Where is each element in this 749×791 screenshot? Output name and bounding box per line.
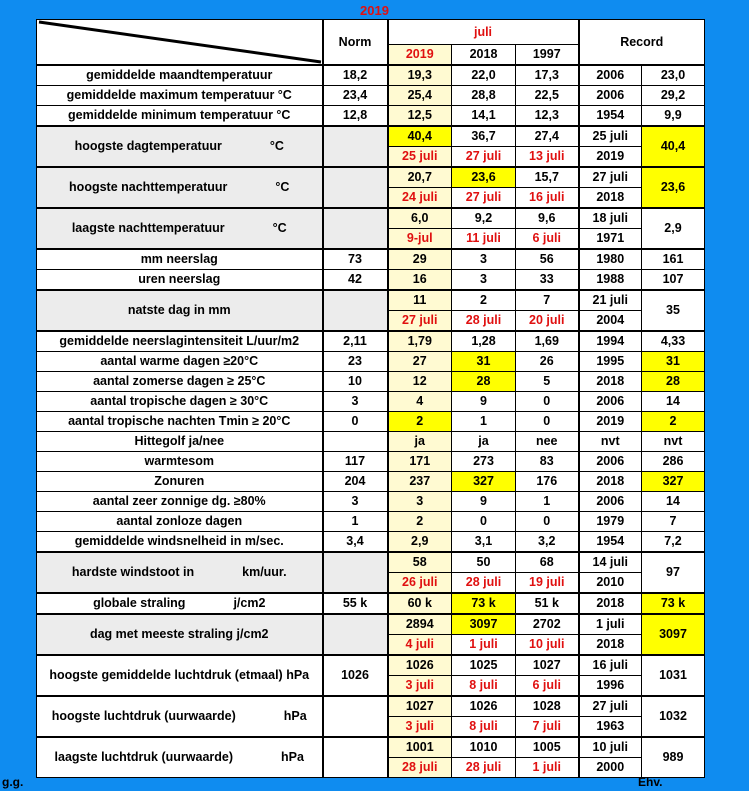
cell-record-year: 1 juli [579, 614, 642, 635]
cell-2019-value: 60 k [388, 593, 452, 614]
row-label [37, 412, 323, 432]
table-row [37, 86, 705, 106]
cell-2019-date: 27 juli [388, 311, 452, 332]
cell-norm [323, 208, 388, 249]
cell-record-year: nvt [579, 432, 642, 452]
cell-1997-date: 6 juli [516, 229, 579, 250]
cell-record-value: 989 [642, 737, 705, 778]
cell-2018-value: 36,7 [452, 126, 516, 147]
cell-record-year: 2006 [579, 392, 642, 412]
cell-record-year: 2006 [579, 452, 642, 472]
cell-record-value: 28 [642, 372, 705, 392]
cell-2018-value: 9 [452, 492, 516, 512]
row-label-text: gemiddelde windsnelheid in m/sec. [74, 534, 284, 548]
cell-record-year: 25 juli [579, 126, 642, 147]
cell-2018-date: 27 juli [452, 147, 516, 168]
row-label [37, 452, 323, 472]
cell-2018-value: 31 [452, 352, 516, 372]
cell-2019-value: 12,5 [388, 106, 452, 127]
cell-record-value: 97 [642, 552, 705, 593]
table-row [37, 614, 705, 635]
cell-norm: 23,4 [323, 86, 388, 106]
table-row [37, 167, 705, 188]
cell-2018-value: 1 [452, 412, 516, 432]
row-label-text: hoogste nachttemperatuur [69, 180, 228, 194]
cell-2019-value: 29 [388, 249, 452, 270]
cell-1997-date: 16 juli [516, 188, 579, 209]
cell-norm: 2,11 [323, 331, 388, 352]
cell-2019-value: 58 [388, 552, 452, 573]
cell-2019-value: 20,7 [388, 167, 452, 188]
cell-norm: 18,2 [323, 65, 388, 86]
cell-2019-value: 3 [388, 492, 452, 512]
cell-record-year: 2018 [579, 593, 642, 614]
cell-record-value: 23,0 [642, 65, 705, 86]
cell-2018-value: 3 [452, 270, 516, 291]
cell-record-value: 29,2 [642, 86, 705, 106]
cell-2018-date: 28 juli [452, 573, 516, 594]
cell-record-year: 2018 [579, 188, 642, 209]
row-label [37, 270, 323, 291]
row-label-text: Hittegolf ja/nee [134, 434, 225, 448]
cell-norm [323, 290, 388, 331]
cell-1997-value: 0 [516, 512, 579, 532]
cell-2018-value: 23,6 [452, 167, 516, 188]
cell-norm: 42 [323, 270, 388, 291]
cell-record-year: 1980 [579, 249, 642, 270]
cell-record-year: 1954 [579, 106, 642, 127]
cell-record-year: 1979 [579, 512, 642, 532]
cell-2019-value: 2,9 [388, 532, 452, 553]
row-label-text: aantal tropische dagen ≥ 30°C [90, 394, 269, 408]
cell-record-value: 4,33 [642, 331, 705, 352]
row-label [37, 655, 323, 696]
table-row [37, 331, 705, 352]
cell-norm [323, 696, 388, 737]
cell-2019-value: 6,0 [388, 208, 452, 229]
cell-1997-value: 1005 [516, 737, 579, 758]
cell-2018-value: 1026 [452, 696, 516, 717]
footer-right: Ehv. [638, 775, 663, 789]
cell-norm: 117 [323, 452, 388, 472]
row-label-text: gemiddelde neerslagintensiteit L/uur/m2 [59, 334, 300, 348]
cell-2019-value: 25,4 [388, 86, 452, 106]
cell-norm: 204 [323, 472, 388, 492]
cell-1997-date: 20 juli [516, 311, 579, 332]
cell-1997-value: 1,69 [516, 331, 579, 352]
row-label-text: aantal zonloze dagen [116, 514, 243, 528]
table-row [37, 472, 705, 492]
cell-2018-date: 8 juli [452, 676, 516, 697]
cell-2018-value: 28 [452, 372, 516, 392]
cell-record-year: 2019 [579, 147, 642, 168]
cell-1997-value: 1027 [516, 655, 579, 676]
cell-record-year: 2006 [579, 65, 642, 86]
row-label-text: gemiddelde minimum temperatuur °C [68, 108, 291, 122]
cell-1997-date: 1 juli [516, 758, 579, 778]
row-label-text: dag met meeste straling j/cm2 [89, 627, 269, 641]
cell-2018-value: 273 [452, 452, 516, 472]
cell-2019-value: 40,4 [388, 126, 452, 147]
cell-record-value: 286 [642, 452, 705, 472]
cell-record-year: 1994 [579, 331, 642, 352]
table-row [37, 532, 705, 553]
cell-2019-value: 1,79 [388, 331, 452, 352]
row-label-text: hoogste dagtemperatuur [74, 139, 222, 153]
cell-norm: 1 [323, 512, 388, 532]
cell-2018-date: 28 juli [452, 311, 516, 332]
cell-2018-value: 73 k [452, 593, 516, 614]
cell-1997-value: 0 [516, 392, 579, 412]
cell-record-value: 14 [642, 492, 705, 512]
row-label [37, 614, 323, 655]
row-label [37, 472, 323, 492]
row-unit: °C [269, 139, 284, 153]
cell-2019-value: ja [388, 432, 452, 452]
row-label-text: aantal tropische nachten Tmin ≥ 20°C [68, 414, 291, 428]
row-label-text: laagste luchtdruk (uurwaarde) [54, 750, 234, 764]
cell-record-year: 1995 [579, 352, 642, 372]
table-row [37, 65, 705, 86]
header-year-2019: 2019 [388, 45, 452, 66]
row-unit: °C [272, 221, 287, 235]
cell-record-value: 2,9 [642, 208, 705, 249]
cell-2018-value: 9 [452, 392, 516, 412]
cell-1997-date: 13 juli [516, 147, 579, 168]
table-row [37, 696, 705, 717]
cell-1997-value: 2702 [516, 614, 579, 635]
row-unit: j/cm2 [233, 596, 266, 610]
cell-record-year: 2018 [579, 472, 642, 492]
cell-2019-date: 3 juli [388, 676, 452, 697]
cell-record-year: 1988 [579, 270, 642, 291]
cell-2018-value: 3,1 [452, 532, 516, 553]
table-row [37, 208, 705, 229]
row-label [37, 432, 323, 452]
cell-2018-value: 22,0 [452, 65, 516, 86]
cell-norm [323, 614, 388, 655]
table-row [37, 432, 705, 452]
row-label [37, 208, 323, 249]
table-row [37, 593, 705, 614]
cell-norm [323, 432, 388, 452]
cell-2019-date: 25 juli [388, 147, 452, 168]
cell-2019-value: 2 [388, 412, 452, 432]
cell-1997-value: 9,6 [516, 208, 579, 229]
cell-2018-date: 28 juli [452, 758, 516, 778]
cell-record-value: 35 [642, 290, 705, 331]
cell-1997-value: 12,3 [516, 106, 579, 127]
cell-2019-date: 28 juli [388, 758, 452, 778]
cell-2018-value: 28,8 [452, 86, 516, 106]
row-unit: °C [275, 180, 290, 194]
table-row [37, 352, 705, 372]
row-label-text: globale straling [93, 596, 186, 610]
cell-1997-value: 1 [516, 492, 579, 512]
row-unit: hPa [281, 750, 304, 764]
cell-2019-value: 27 [388, 352, 452, 372]
cell-2019-value: 4 [388, 392, 452, 412]
row-label [37, 492, 323, 512]
cell-1997-value: nee [516, 432, 579, 452]
cell-2019-value: 12 [388, 372, 452, 392]
row-label-text: hardste windstoot in [71, 565, 195, 579]
row-label [37, 249, 323, 270]
table-row [37, 452, 705, 472]
row-label-text: hoogste gemiddelde luchtdruk (etmaal) hPa [49, 668, 310, 682]
cell-1997-value: 51 k [516, 593, 579, 614]
row-label [37, 696, 323, 737]
cell-2019-date: 3 juli [388, 717, 452, 738]
climate-table-wrapper [36, 19, 705, 778]
cell-2019-value: 1027 [388, 696, 452, 717]
cell-norm: 12,8 [323, 106, 388, 127]
table-row [37, 249, 705, 270]
year-title: 2019 [360, 3, 389, 18]
cell-1997-value: 27,4 [516, 126, 579, 147]
table-row [37, 126, 705, 147]
cell-2018-value: 9,2 [452, 208, 516, 229]
table-row [37, 512, 705, 532]
cell-2018-date: 11 juli [452, 229, 516, 250]
row-label-text: Zonuren [154, 474, 205, 488]
cell-norm: 55 k [323, 593, 388, 614]
row-label-text: aantal warme dagen ≥20°C [100, 354, 259, 368]
cell-record-value: 327 [642, 472, 705, 492]
cell-record-year: 1971 [579, 229, 642, 250]
cell-1997-value: 26 [516, 352, 579, 372]
cell-2019-date: 24 juli [388, 188, 452, 209]
table-row [37, 655, 705, 676]
row-label-text: natste dag in mm [127, 303, 231, 317]
row-label [37, 372, 323, 392]
cell-1997-value: 0 [516, 412, 579, 432]
cell-record-year: 2019 [579, 412, 642, 432]
cell-record-year: 14 juli [579, 552, 642, 573]
cell-record-year: 1963 [579, 717, 642, 738]
cell-record-year: 10 juli [579, 737, 642, 758]
cell-2019-value: 19,3 [388, 65, 452, 86]
table-row [37, 412, 705, 432]
table-row [37, 290, 705, 311]
table-row [37, 492, 705, 512]
table-row [37, 372, 705, 392]
table-row [37, 106, 705, 127]
cell-1997-value: 5 [516, 372, 579, 392]
cell-1997-date: 7 juli [516, 717, 579, 738]
cell-1997-value: 33 [516, 270, 579, 291]
cell-record-value: 31 [642, 352, 705, 372]
row-label-text: uren neerslag [138, 272, 221, 286]
cell-record-value: 161 [642, 249, 705, 270]
row-label [37, 552, 323, 593]
cell-norm: 1026 [323, 655, 388, 696]
row-label-text: aantal zeer zonnige dg. ≥80% [92, 494, 266, 508]
cell-2018-value: 14,1 [452, 106, 516, 127]
cell-1997-date: 6 juli [516, 676, 579, 697]
cell-record-value: 3097 [642, 614, 705, 655]
cell-1997-value: 56 [516, 249, 579, 270]
row-label-text: laagste nachttemperatuur [71, 221, 225, 235]
cell-2018-date: 1 juli [452, 635, 516, 656]
cell-record-year: 18 juli [579, 208, 642, 229]
climate-table [36, 19, 705, 778]
row-label [37, 65, 323, 86]
header-norm: Norm [323, 20, 388, 66]
row-label [37, 331, 323, 352]
cell-2019-value: 1026 [388, 655, 452, 676]
cell-norm: 3 [323, 392, 388, 412]
cell-record-value: 1031 [642, 655, 705, 696]
row-label-text: hoogste luchtdruk (uurwaarde) [51, 709, 236, 723]
cell-2019-value: 16 [388, 270, 452, 291]
row-label-text: aantal zomerse dagen ≥ 25°C [93, 374, 266, 388]
cell-norm: 10 [323, 372, 388, 392]
cell-2018-value: 2 [452, 290, 516, 311]
row-label-text: gemiddelde maximum temperatuur °C [66, 88, 292, 102]
row-label-text: warmtesom [144, 454, 214, 468]
cell-record-value: 40,4 [642, 126, 705, 167]
cell-2019-date: 4 juli [388, 635, 452, 656]
cell-2018-date: 27 juli [452, 188, 516, 209]
cell-record-value: 1032 [642, 696, 705, 737]
cell-record-year: 1996 [579, 676, 642, 697]
cell-1997-value: 176 [516, 472, 579, 492]
cell-1997-value: 3,2 [516, 532, 579, 553]
cell-norm [323, 552, 388, 593]
row-label [37, 86, 323, 106]
cell-1997-date: 19 juli [516, 573, 579, 594]
row-label [37, 593, 323, 614]
cell-record-year: 2010 [579, 573, 642, 594]
cell-2018-value: 3 [452, 249, 516, 270]
cell-record-value: nvt [642, 432, 705, 452]
cell-2018-value: 327 [452, 472, 516, 492]
cell-1997-value: 68 [516, 552, 579, 573]
row-label [37, 126, 323, 167]
cell-record-value: 7 [642, 512, 705, 532]
cell-2019-date: 9-jul [388, 229, 452, 250]
cell-2018-value: 0 [452, 512, 516, 532]
cell-record-year: 2004 [579, 311, 642, 332]
cell-record-value: 2 [642, 412, 705, 432]
cell-record-year: 16 juli [579, 655, 642, 676]
cell-norm: 0 [323, 412, 388, 432]
cell-record-value: 7,2 [642, 532, 705, 553]
cell-norm [323, 737, 388, 778]
row-label [37, 737, 323, 778]
cell-2019-value: 2 [388, 512, 452, 532]
cell-2019-value: 11 [388, 290, 452, 311]
row-label [37, 392, 323, 412]
cell-2019-value: 1001 [388, 737, 452, 758]
row-label [37, 106, 323, 127]
header-year-2018: 2018 [452, 45, 516, 66]
cell-2018-value: 1,28 [452, 331, 516, 352]
cell-norm: 3,4 [323, 532, 388, 553]
row-unit: km/uur. [242, 565, 287, 579]
cell-record-year: 27 juli [579, 696, 642, 717]
cell-1997-value: 83 [516, 452, 579, 472]
cell-2019-value: 2894 [388, 614, 452, 635]
corner-diagonal-cell [37, 20, 323, 66]
cell-1997-value: 7 [516, 290, 579, 311]
cell-2018-value: ja [452, 432, 516, 452]
cell-2019-value: 237 [388, 472, 452, 492]
cell-record-year: 2000 [579, 758, 642, 778]
cell-record-year: 2006 [579, 86, 642, 106]
cell-2019-value: 171 [388, 452, 452, 472]
cell-record-value: 9,9 [642, 106, 705, 127]
header-month: juli [388, 20, 579, 45]
cell-record-year: 2018 [579, 372, 642, 392]
cell-record-value: 23,6 [642, 167, 705, 208]
header-record: Record [579, 20, 705, 66]
table-row [37, 392, 705, 412]
cell-record-year: 1954 [579, 532, 642, 553]
footer-left: g.g. [2, 775, 24, 789]
cell-record-year: 2006 [579, 492, 642, 512]
cell-1997-value: 17,3 [516, 65, 579, 86]
row-label [37, 532, 323, 553]
cell-record-year: 2018 [579, 635, 642, 656]
row-label-text: mm neerslag [140, 252, 218, 266]
row-label [37, 167, 323, 208]
cell-record-value: 14 [642, 392, 705, 412]
cell-1997-value: 15,7 [516, 167, 579, 188]
cell-record-value: 73 k [642, 593, 705, 614]
header-year-1997: 1997 [516, 45, 579, 66]
row-label-text: gemiddelde maandtemperatuur [86, 68, 273, 82]
cell-2019-date: 26 juli [388, 573, 452, 594]
cell-norm [323, 126, 388, 167]
cell-2018-date: 8 juli [452, 717, 516, 738]
cell-record-value: 107 [642, 270, 705, 291]
cell-norm: 3 [323, 492, 388, 512]
cell-2018-value: 1010 [452, 737, 516, 758]
cell-2018-value: 1025 [452, 655, 516, 676]
cell-norm: 73 [323, 249, 388, 270]
cell-1997-value: 1028 [516, 696, 579, 717]
cell-1997-value: 22,5 [516, 86, 579, 106]
cell-1997-date: 10 juli [516, 635, 579, 656]
row-label [37, 290, 323, 331]
row-label [37, 352, 323, 372]
cell-norm: 23 [323, 352, 388, 372]
cell-2018-value: 50 [452, 552, 516, 573]
row-label [37, 512, 323, 532]
cell-record-year: 27 juli [579, 167, 642, 188]
table-row [37, 737, 705, 758]
cell-norm [323, 167, 388, 208]
cell-2018-value: 3097 [452, 614, 516, 635]
row-unit: hPa [283, 709, 307, 723]
diagonal-line-icon [37, 20, 323, 64]
table-row [37, 270, 705, 291]
table-row [37, 552, 705, 573]
cell-record-year: 21 juli [579, 290, 642, 311]
